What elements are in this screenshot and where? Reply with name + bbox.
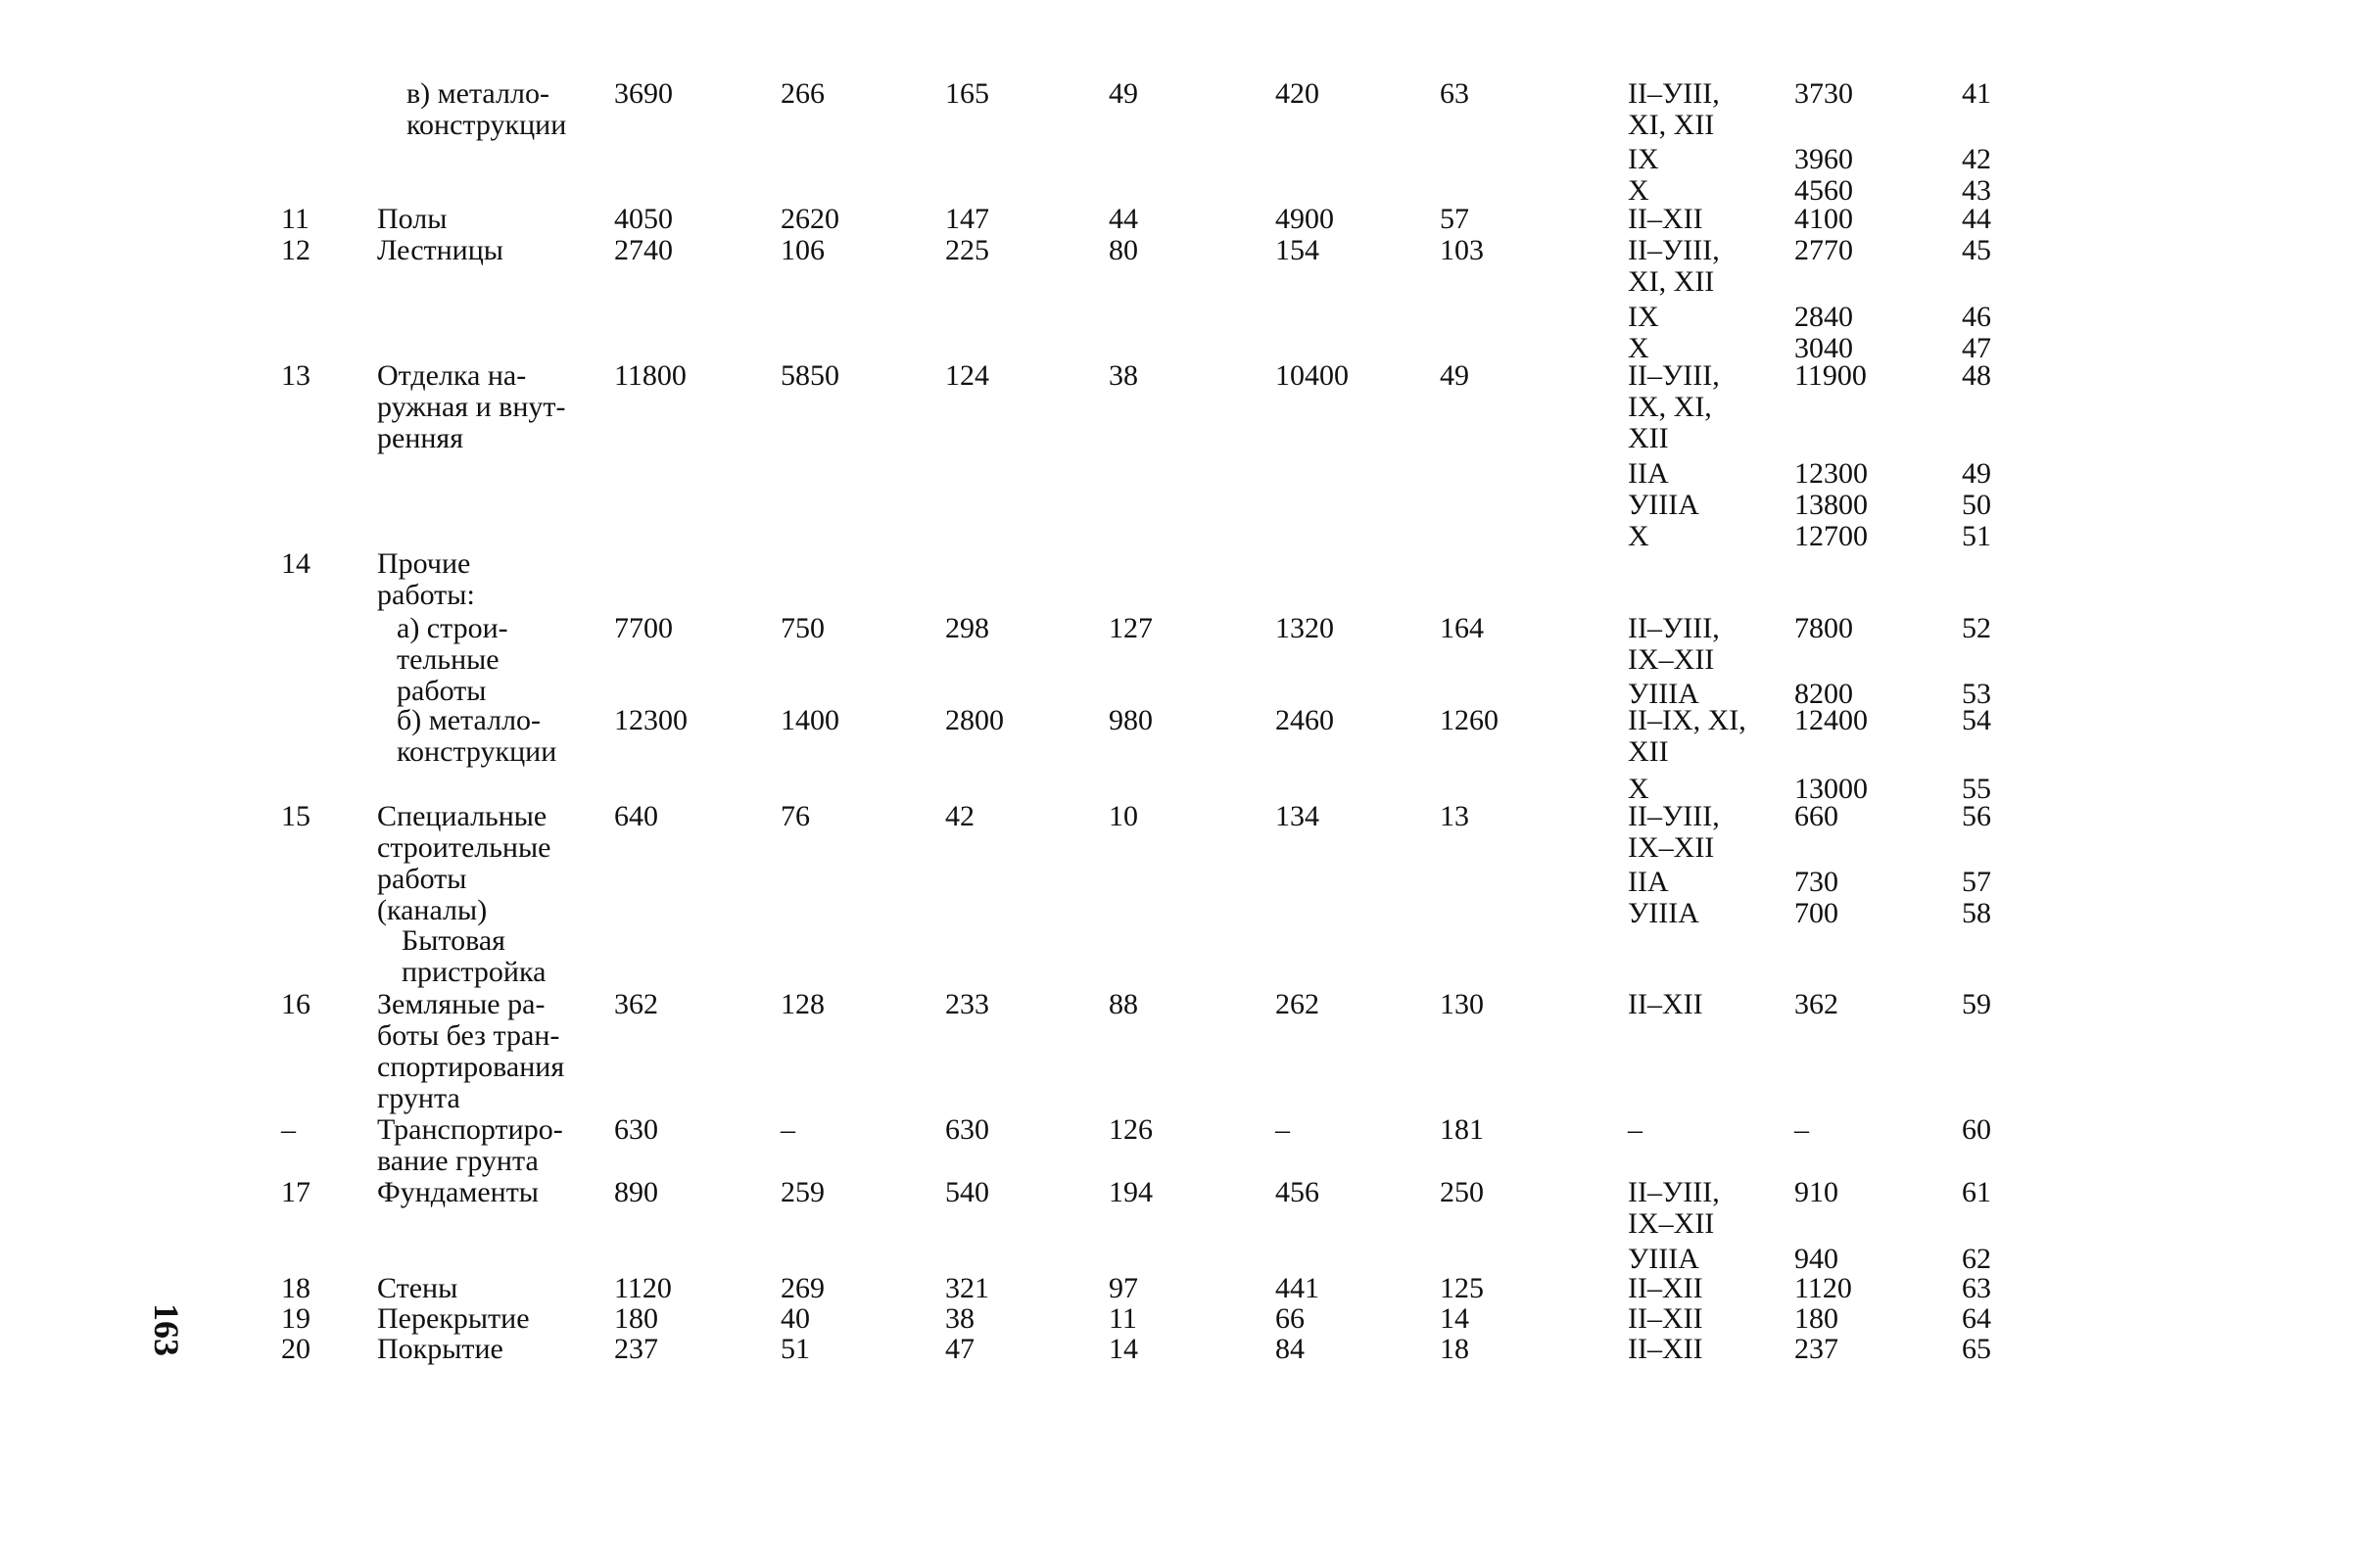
entry-index: 42 (1962, 143, 1991, 175)
entry-index: 56 (1962, 800, 1991, 832)
months-range: II–УIII, XI, XII (1628, 234, 1720, 298)
cell-col-4: 194 (1109, 1176, 1153, 1208)
entry-index: 50 (1962, 489, 1991, 521)
cell-col-7: 730 (1794, 866, 1838, 898)
months-range: X (1628, 773, 1649, 805)
work-name: Транспортиро- вание грунта (377, 1113, 563, 1177)
cell-col-4: 980 (1109, 704, 1153, 736)
cell-col-7: 700 (1794, 897, 1838, 929)
cell-col-2: 266 (781, 77, 825, 110)
row-number: 20 (281, 1333, 310, 1365)
months-range: X (1628, 520, 1649, 552)
cell-col-7: 3960 (1794, 143, 1853, 175)
months-range: II–XII (1628, 1333, 1703, 1365)
cell-col-2: 76 (781, 800, 810, 832)
cell-col-3: 233 (945, 988, 989, 1020)
cell-col-2: 5850 (781, 359, 839, 392)
row-number: 12 (281, 234, 310, 266)
months-range: II–XII (1628, 1302, 1703, 1335)
cell-col-6: 13 (1440, 800, 1469, 832)
work-name: Отделка на- ружная и внут- ренняя (377, 359, 566, 454)
work-name: Перекрытие (377, 1302, 530, 1335)
months-range: УIIIA (1628, 678, 1699, 710)
cell-col-7: 3730 (1794, 77, 1853, 110)
cell-col-5: 1320 (1275, 612, 1334, 644)
cell-col-6: 125 (1440, 1272, 1484, 1304)
cell-col-1: 640 (614, 800, 658, 832)
cell-col-4: 49 (1109, 77, 1138, 110)
cell-col-7: 12400 (1794, 704, 1868, 736)
cell-col-7: 180 (1794, 1302, 1838, 1335)
cell-col-7: – (1794, 1113, 1809, 1146)
cell-col-4: 10 (1109, 800, 1138, 832)
cell-col-6: 1260 (1440, 704, 1499, 736)
cell-col-2: 40 (781, 1302, 810, 1335)
entry-index: 45 (1962, 234, 1991, 266)
months-range: II–IX, XI, XII (1628, 704, 1746, 768)
cell-col-5: – (1275, 1113, 1290, 1146)
months-range: X (1628, 332, 1649, 364)
cell-col-1: 3690 (614, 77, 673, 110)
cell-col-2: 51 (781, 1333, 810, 1365)
cell-col-4: 97 (1109, 1272, 1138, 1304)
months-range: II–УIII, IX–XII (1628, 800, 1720, 864)
cell-col-3: 165 (945, 77, 989, 110)
cell-col-3: 321 (945, 1272, 989, 1304)
cell-col-7: 13000 (1794, 773, 1868, 805)
cell-col-3: 47 (945, 1333, 975, 1365)
cell-col-3: 225 (945, 234, 989, 266)
cell-col-3: 147 (945, 203, 989, 235)
row-number: 19 (281, 1302, 310, 1335)
work-name: б) металло- конструкции (397, 704, 557, 768)
cell-col-5: 456 (1275, 1176, 1319, 1208)
entry-index: 41 (1962, 77, 1991, 110)
entry-index: 62 (1962, 1243, 1991, 1275)
work-name: Фундаменты (377, 1176, 539, 1208)
cell-col-4: 38 (1109, 359, 1138, 392)
work-name: Земляные ра- боты без тран- спортирования грунта (377, 988, 565, 1114)
row-number: – (281, 1113, 296, 1146)
months-range: УIIIA (1628, 1243, 1699, 1275)
entry-index: 65 (1962, 1333, 1991, 1365)
cell-col-6: 63 (1440, 77, 1469, 110)
entry-index: 54 (1962, 704, 1991, 736)
cell-col-2: 1400 (781, 704, 839, 736)
months-range: IIA (1628, 866, 1669, 898)
cell-col-6: 18 (1440, 1333, 1469, 1365)
cell-col-5: 262 (1275, 988, 1319, 1020)
cell-col-5: 441 (1275, 1272, 1319, 1304)
cell-col-3: 124 (945, 359, 989, 392)
months-range: IIA (1628, 457, 1669, 490)
cell-col-7: 11900 (1794, 359, 1867, 392)
cell-col-2: – (781, 1113, 795, 1146)
cell-col-3: 540 (945, 1176, 989, 1208)
cell-col-6: 14 (1440, 1302, 1469, 1335)
cell-col-7: 12300 (1794, 457, 1868, 490)
cell-col-7: 660 (1794, 800, 1838, 832)
entry-index: 48 (1962, 359, 1991, 392)
cell-col-2: 128 (781, 988, 825, 1020)
cell-col-5: 154 (1275, 234, 1319, 266)
work-name: Полы (377, 203, 448, 235)
entry-index: 57 (1962, 866, 1991, 898)
cell-col-5: 84 (1275, 1333, 1305, 1365)
entry-index: 49 (1962, 457, 1991, 490)
cell-col-1: 362 (614, 988, 658, 1020)
cell-col-3: 298 (945, 612, 989, 644)
cell-col-7: 940 (1794, 1243, 1838, 1275)
cell-col-7: 12700 (1794, 520, 1868, 552)
row-number: 16 (281, 988, 310, 1020)
cell-col-4: 44 (1109, 203, 1138, 235)
work-name: Бытовая пристройка (402, 924, 547, 988)
row-number: 11 (281, 203, 309, 235)
entry-index: 53 (1962, 678, 1991, 710)
months-range: II–XII (1628, 203, 1703, 235)
cell-col-6: 57 (1440, 203, 1469, 235)
cell-col-7: 2770 (1794, 234, 1853, 266)
entry-index: 58 (1962, 897, 1991, 929)
work-name: Прочие работы: (377, 547, 475, 611)
cell-col-4: 80 (1109, 234, 1138, 266)
entry-index: 52 (1962, 612, 1991, 644)
entry-index: 51 (1962, 520, 1991, 552)
months-range: II–УIII, IX, XI, XII (1628, 359, 1720, 454)
cell-col-6: 49 (1440, 359, 1469, 392)
cell-col-1: 630 (614, 1113, 658, 1146)
cell-col-5: 4900 (1275, 203, 1334, 235)
cell-col-7: 1120 (1794, 1272, 1852, 1304)
work-name: в) металло- конструкции (406, 77, 567, 141)
entry-index: 44 (1962, 203, 1991, 235)
cell-col-1: 11800 (614, 359, 687, 392)
row-number: 18 (281, 1272, 310, 1304)
cell-col-1: 180 (614, 1302, 658, 1335)
work-name: а) строи- тельные работы (397, 612, 508, 707)
entry-index: 55 (1962, 773, 1991, 805)
cell-col-5: 420 (1275, 77, 1319, 110)
cell-col-7: 2840 (1794, 301, 1853, 333)
months-range: II–XII (1628, 988, 1703, 1020)
cell-col-6: 164 (1440, 612, 1484, 644)
cell-col-7: 7800 (1794, 612, 1853, 644)
cell-col-6: 130 (1440, 988, 1484, 1020)
cell-col-1: 890 (614, 1176, 658, 1208)
cell-col-3: 42 (945, 800, 975, 832)
cell-col-5: 134 (1275, 800, 1319, 832)
cell-col-2: 269 (781, 1272, 825, 1304)
cell-col-7: 13800 (1794, 489, 1868, 521)
months-range: II–XII (1628, 1272, 1703, 1304)
cell-col-1: 1120 (614, 1272, 672, 1304)
entry-index: 46 (1962, 301, 1991, 333)
cell-col-4: 126 (1109, 1113, 1153, 1146)
cell-col-7: 3040 (1794, 332, 1853, 364)
row-number: 13 (281, 359, 310, 392)
cell-col-7: 910 (1794, 1176, 1838, 1208)
cell-col-5: 66 (1275, 1302, 1305, 1335)
entry-index: 61 (1962, 1176, 1991, 1208)
cell-col-1: 7700 (614, 612, 673, 644)
row-number: 14 (281, 547, 310, 580)
cell-col-1: 237 (614, 1333, 658, 1365)
cell-col-5: 10400 (1275, 359, 1349, 392)
cell-col-7: 237 (1794, 1333, 1838, 1365)
cell-col-4: 11 (1109, 1302, 1137, 1335)
months-range: IX (1628, 301, 1659, 333)
cell-col-2: 106 (781, 234, 825, 266)
cell-col-2: 750 (781, 612, 825, 644)
entry-index: 60 (1962, 1113, 1991, 1146)
cell-col-6: 181 (1440, 1113, 1484, 1146)
cell-col-6: 250 (1440, 1176, 1484, 1208)
work-name: Лестницы (377, 234, 503, 266)
cell-col-3: 2800 (945, 704, 1004, 736)
months-range: X (1628, 174, 1649, 207)
cell-col-1: 4050 (614, 203, 673, 235)
months-range: IX (1628, 143, 1659, 175)
cell-col-7: 4560 (1794, 174, 1853, 207)
months-range: II–УIII, XI, XII (1628, 77, 1720, 141)
cell-col-1: 12300 (614, 704, 688, 736)
entry-index: 63 (1962, 1272, 1991, 1304)
entry-index: 59 (1962, 988, 1991, 1020)
cell-col-5: 2460 (1275, 704, 1334, 736)
page-number: 163 (147, 1303, 186, 1356)
cell-col-3: 38 (945, 1302, 975, 1335)
cell-col-6: 103 (1440, 234, 1484, 266)
entry-index: 64 (1962, 1302, 1991, 1335)
cell-col-4: 14 (1109, 1333, 1138, 1365)
months-range: – (1628, 1113, 1642, 1146)
months-range: УIIIA (1628, 897, 1699, 929)
cell-col-4: 88 (1109, 988, 1138, 1020)
cell-col-4: 127 (1109, 612, 1153, 644)
cell-col-7: 4100 (1794, 203, 1853, 235)
months-range: II–УIII, IX–XII (1628, 612, 1720, 676)
row-number: 15 (281, 800, 310, 832)
months-range: УIIIA (1628, 489, 1699, 521)
work-name: Покрытие (377, 1333, 503, 1365)
entry-index: 43 (1962, 174, 1991, 207)
work-name: Стены (377, 1272, 458, 1304)
row-number: 17 (281, 1176, 310, 1208)
cell-col-2: 259 (781, 1176, 825, 1208)
work-name: Специальные строительные работы (каналы) (377, 800, 551, 926)
months-range: II–УIII, IX–XII (1628, 1176, 1720, 1240)
cell-col-2: 2620 (781, 203, 839, 235)
cell-col-7: 8200 (1794, 678, 1853, 710)
cell-col-1: 2740 (614, 234, 673, 266)
cell-col-7: 362 (1794, 988, 1838, 1020)
cell-col-3: 630 (945, 1113, 989, 1146)
entry-index: 47 (1962, 332, 1991, 364)
